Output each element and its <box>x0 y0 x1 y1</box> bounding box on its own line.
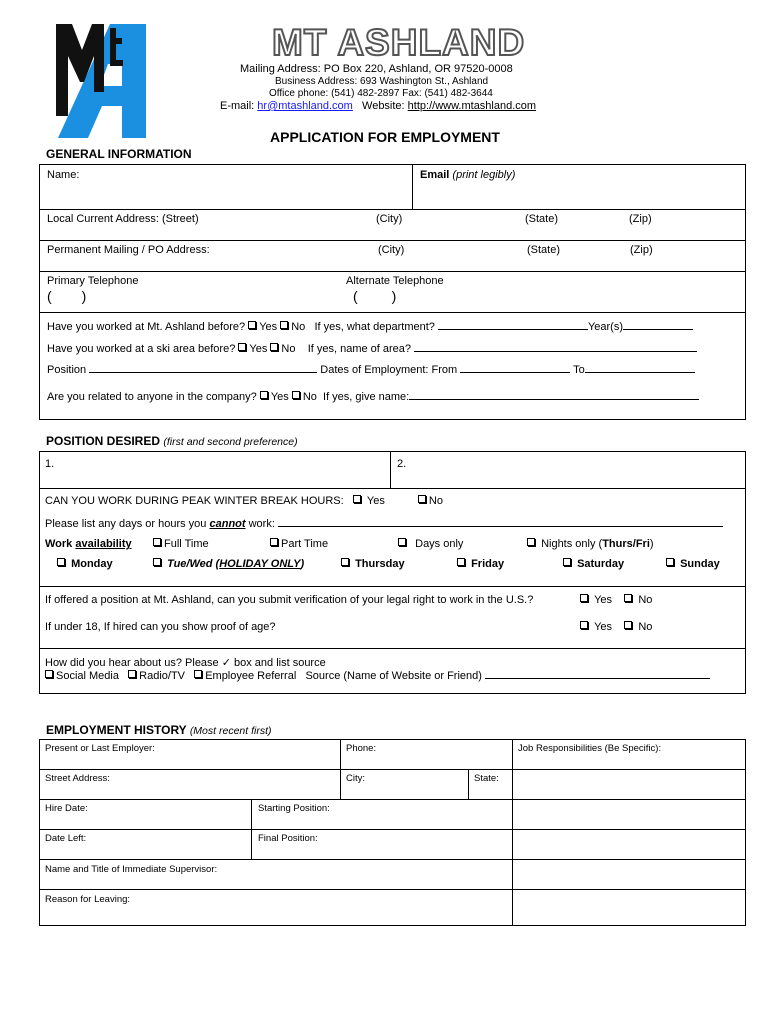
office-phone: Office phone: (541) 482-2897 Fax: (541) 482-3644 <box>269 88 493 99</box>
proof-age-options <box>580 621 652 633</box>
city-field[interactable]: City: <box>346 773 365 784</box>
legal-right-options <box>580 594 652 606</box>
worked-ski-row <box>47 342 697 355</box>
legal-right-question: If offered a position at Mt. Ashland, can you submit verification of your legal right to work in the U.S.? <box>45 594 534 606</box>
tuewed-checkbox[interactable] <box>153 558 161 566</box>
yes-label: Yes <box>594 621 613 633</box>
responsibilities-field[interactable]: Job Responsibilities (Be Specific): <box>518 743 662 754</box>
holiday-only-label: HOLIDAY ONLY <box>219 558 301 570</box>
yes-label: Yes <box>270 391 289 403</box>
yes-label: Yes <box>259 321 278 333</box>
history-heading-note: (Most recent first) <box>189 725 272 737</box>
saturday-checkbox[interactable] <box>563 558 571 566</box>
hear-about-options <box>45 669 710 682</box>
related-name-label: If yes, give name: <box>323 391 410 403</box>
nights-only-label: Nights only ( <box>541 538 603 550</box>
to-label: To <box>573 364 585 376</box>
paren-open: ( <box>353 288 358 304</box>
email-note: (print legibly) <box>452 169 516 181</box>
no-label: No <box>638 594 653 606</box>
email-link[interactable]: hr@mtashland.com <box>257 100 353 112</box>
email-field-label[interactable] <box>420 169 515 181</box>
mt-ashland-logo <box>52 20 152 144</box>
holiday-close: ) <box>300 558 305 570</box>
yes-label: Yes <box>594 594 613 606</box>
yes-label: Yes <box>366 495 385 507</box>
peak-hours-question: CAN YOU WORK DURING PEAK WINTER BREAK HOURS: <box>45 495 344 507</box>
peak-no-checkbox[interactable] <box>418 495 426 503</box>
position-heading-note: (first and second preference) <box>163 436 298 448</box>
no-label: No <box>428 495 443 507</box>
peak-yes-checkbox[interactable] <box>353 495 361 503</box>
no-label: No <box>302 391 317 403</box>
date-left-field[interactable]: Date Left: <box>45 833 87 844</box>
yes-label: Yes <box>249 343 268 355</box>
contact-line <box>220 100 536 112</box>
peak-hours-row <box>45 495 443 507</box>
social-media-checkbox[interactable] <box>45 670 53 678</box>
nights-close: ) <box>649 538 654 550</box>
thursday-option[interactable] <box>341 558 405 570</box>
perm-city-label: (City) <box>378 244 405 256</box>
supervisor-field[interactable]: Name and Title of Immediate Supervisor: <box>45 864 218 875</box>
primary-phone-label[interactable]: Primary Telephone <box>47 275 139 287</box>
related-question: Are you related to anyone in the company? <box>47 391 257 403</box>
general-heading: GENERAL INFORMATION <box>46 147 192 161</box>
history-heading <box>46 723 272 737</box>
employee-referral-checkbox[interactable] <box>194 670 202 678</box>
full-time-option[interactable] <box>153 538 209 550</box>
ski-yes-checkbox[interactable] <box>238 343 246 351</box>
perm-zip-label: (Zip) <box>630 244 653 256</box>
nights-only-option[interactable] <box>527 538 654 550</box>
final-position-field[interactable]: Final Position: <box>258 833 318 844</box>
sunday-checkbox[interactable] <box>666 558 674 566</box>
worked-ski-question: Have you worked at a ski area before? <box>47 343 236 355</box>
work-availability-label: Work availability <box>45 538 132 550</box>
mailing-address: Mailing Address: PO Box 220, Ashland, OR 97520-0008 <box>240 63 513 75</box>
thursday-checkbox[interactable] <box>341 558 349 566</box>
sunday-option[interactable] <box>666 558 720 570</box>
local-address-label[interactable]: Local Current Address: (Street) <box>47 213 199 225</box>
primary-phone-area <box>47 288 86 304</box>
email-label-text: Email <box>420 169 450 181</box>
area-label: If yes, name of area? <box>307 343 412 355</box>
position-label: Position <box>47 364 87 376</box>
part-time-option[interactable] <box>270 538 328 550</box>
nights-only-checkbox[interactable] <box>527 538 535 546</box>
days-only-option[interactable] <box>398 538 463 550</box>
full-time-checkbox[interactable] <box>153 538 161 546</box>
age-no-checkbox[interactable] <box>624 621 632 629</box>
radio-tv-label: Radio/TV <box>139 670 186 682</box>
related-name-blank[interactable] <box>409 390 699 400</box>
no-label: No <box>638 621 653 633</box>
days-only-label: Days only <box>415 538 464 550</box>
monday-label: Monday <box>71 558 113 570</box>
ski-no-checkbox[interactable] <box>270 343 278 351</box>
hear-about-question: How did you hear about us? Please ✓ box and list source <box>45 657 326 669</box>
legal-no-checkbox[interactable] <box>624 594 632 602</box>
cannot-work-prefix: Please list any days or hours you <box>45 518 207 530</box>
tuewed-label: Tue/Wed <box>167 558 213 570</box>
local-city-label: (City) <box>376 213 403 225</box>
position-blank[interactable] <box>89 363 317 373</box>
employment-history-table <box>39 739 746 926</box>
tuewed-option[interactable] <box>153 558 304 570</box>
legal-yes-checkbox[interactable] <box>580 594 588 602</box>
state-field[interactable]: State: <box>474 773 499 784</box>
department-blank[interactable] <box>438 320 588 330</box>
local-state-label: (State) <box>525 213 559 225</box>
reason-leaving-field[interactable]: Reason for Leaving: <box>45 894 131 905</box>
source-blank[interactable] <box>485 669 710 679</box>
email-label: E-mail: <box>220 100 255 112</box>
part-time-label: Part Time <box>281 538 329 550</box>
company-wordmark: MT ASHLAND <box>272 22 526 63</box>
monday-checkbox[interactable] <box>57 558 65 566</box>
social-media-label: Social Media <box>56 670 119 682</box>
friday-option[interactable] <box>457 558 504 570</box>
friday-label: Friday <box>471 558 505 570</box>
local-zip-label: (Zip) <box>629 213 652 225</box>
sunday-label: Sunday <box>680 558 720 570</box>
no-label: No <box>281 343 296 355</box>
thursday-label: Thursday <box>355 558 405 570</box>
related-row <box>47 390 699 403</box>
worked-no-checkbox[interactable] <box>280 321 288 329</box>
alt-phone-label[interactable]: Alternate Telephone <box>346 275 444 287</box>
friday-checkbox[interactable] <box>457 558 465 566</box>
perm-state-label: (State) <box>527 244 561 256</box>
paren-close: ) <box>81 288 87 304</box>
worked-yes-checkbox[interactable] <box>248 321 256 329</box>
saturday-label: Saturday <box>577 558 625 570</box>
form-title: APPLICATION FOR EMPLOYMENT <box>270 129 500 145</box>
paren-close: ) <box>391 288 397 304</box>
area-blank[interactable] <box>414 342 697 352</box>
cannot-work-blank[interactable] <box>278 517 723 527</box>
website-link[interactable]: http://www.mtashland.com <box>407 100 537 112</box>
perm-address-label[interactable]: Permanent Mailing / PO Address: <box>47 244 210 256</box>
full-time-label: Full Time <box>164 538 209 550</box>
paren-open: ( <box>47 288 52 304</box>
department-label: If yes, what department? <box>314 321 435 333</box>
worked-before-row <box>47 320 693 333</box>
holiday-open: ( <box>212 558 220 570</box>
proof-age-question: If under 18, If hired can you show proof of age? <box>45 621 276 633</box>
related-yes-checkbox[interactable] <box>260 391 268 399</box>
monday-option[interactable] <box>57 558 113 570</box>
starting-position-field[interactable]: Starting Position: <box>258 803 330 814</box>
availability-row <box>45 538 745 550</box>
radio-tv-checkbox[interactable] <box>128 670 136 678</box>
from-blank[interactable] <box>460 363 570 373</box>
employer-field[interactable]: Present or Last Employer: <box>45 743 155 754</box>
cannot-emphasis: cannot <box>209 518 246 530</box>
business-address: Business Address: 693 Washington St., Ashland <box>275 76 489 87</box>
employee-referral-label: Employee Referral <box>205 670 297 682</box>
first-preference-field[interactable]: 1. <box>45 458 55 470</box>
street-address-field[interactable]: Street Address: <box>45 773 110 784</box>
cannot-work-row <box>45 517 723 530</box>
work-label: work: <box>248 518 275 530</box>
days-only-checkbox[interactable] <box>398 538 406 546</box>
name-field-label[interactable]: Name: <box>47 169 80 181</box>
age-yes-checkbox[interactable] <box>580 621 588 629</box>
dates-label: Dates of Employment: From <box>320 364 458 376</box>
position-dates-row <box>47 363 695 376</box>
no-label: No <box>291 321 306 333</box>
years-blank[interactable] <box>623 320 693 330</box>
worked-before-question: Have you worked at Mt. Ashland before? <box>47 321 246 333</box>
saturday-option[interactable] <box>563 558 624 570</box>
source-label: Source (Name of Website or Friend) <box>305 670 482 682</box>
hire-date-field[interactable]: Hire Date: <box>45 803 88 814</box>
history-heading-text: EMPLOYMENT HISTORY <box>46 723 187 737</box>
phone-field[interactable]: Phone: <box>346 743 377 754</box>
years-label: Year(s) <box>587 321 624 333</box>
second-preference-field[interactable]: 2. <box>397 458 407 470</box>
related-no-checkbox[interactable] <box>292 391 300 399</box>
to-blank[interactable] <box>585 363 695 373</box>
thurs-fri-label: Thurs/Fri <box>602 538 650 550</box>
alt-phone-area <box>353 288 396 304</box>
part-time-checkbox[interactable] <box>270 538 278 546</box>
position-heading-text: POSITION DESIRED <box>46 434 161 448</box>
website-label: Website: <box>362 100 405 112</box>
position-heading <box>46 434 298 448</box>
